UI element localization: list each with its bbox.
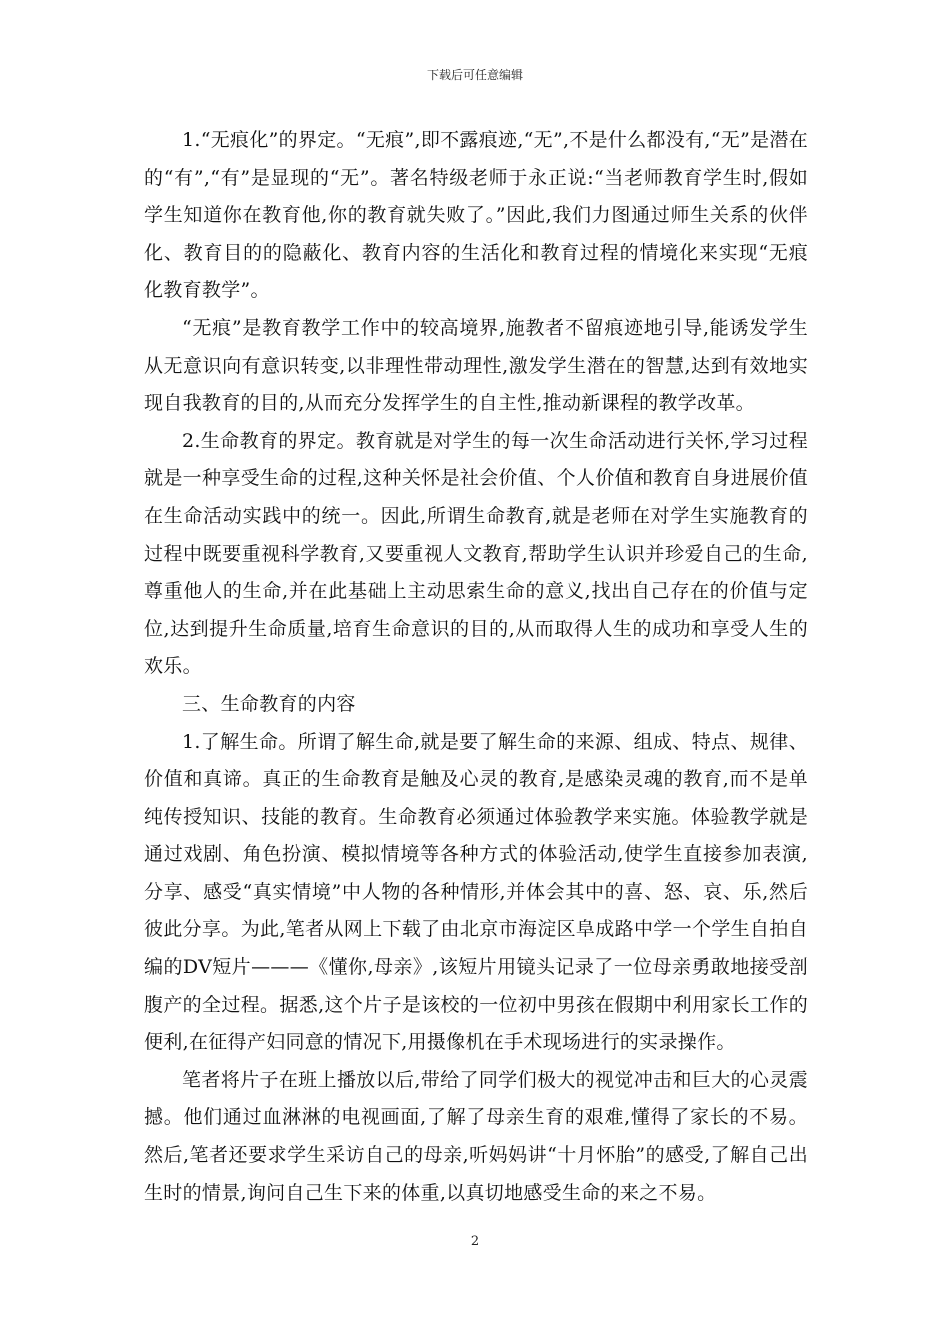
paragraph-wuhen-realm: “无痕”是教育教学工作中的较高境界,施教者不留痕迹地引导,能诱发学生从无意识向有意识转变,以非理性带动理性,激发学生潜在的智慧,达到有效地实现自我教育的目的,从而充分发挥学生的自主性,推动新课程的教学改革。 [144, 316, 808, 415]
paragraph-life-education-definition: 2.生命教育的界定。教育就是对学生的每一次生命活动进行关怀,学习过程就是一种享受生命的过程,这种关怀是社会价值、个人价值和教育自身进展价值在生命活动实践中的统一。因此,所谓生命教育,就是老师在对学生实施教育的过程中既要重视科学教育,又要重视人文教育,帮助学生认识并珍爱自己的生命,尊重他人的生命,并在此基础上主动思索生命的意义,找出自己存在的价值与定位,达到提升生命质量,培育生命意识的目的,从而取得人生的成功和享受人生的欢乐。 [144, 429, 808, 678]
page-header: 下载后可任意编辑 [426, 68, 523, 82]
document-body [144, 122, 808, 1212]
section-heading-content: 三、生命教育的内容 [182, 692, 356, 715]
page-number: 2 [470, 1234, 480, 1249]
paragraph-wuhen-definition: 1.“无痕化”的界定。“无痕”,即不露痕迹,“无”,不是什么都没有,“无”是潜在的“有”,“有”是显现的“无”。著名特级老师于永正说:“当老师教育学生时,假如学生知道你在教育他,你的教育就失败了。”因此,我们力图通过师生关系的伙伴化、教育目的的隐蔽化、教育内容的生活化和教育过程的情境化来实现“无痕化教育教学”。 [144, 129, 808, 302]
paragraph-film-impact: 笔者将片子在班上播放以后,带给了同学们极大的视觉冲击和巨大的心灵震撼。他们通过血淋淋的电视画面,了解了母亲生育的艰难,懂得了家长的不易。然后,笔者还要求学生采访自己的母亲,听妈妈讲“十月怀胎”的感受,了解自己出生时的情景,询问自己生下来的体重,以真切地感受生命的来之不易。 [144, 1068, 808, 1204]
paragraph-understand-life: 1.了解生命。所谓了解生命,就是要了解生命的来源、组成、特点、规律、价值和真谛。真正的生命教育是触及心灵的教育,是感染灵魂的教育,而不是单纯传授知识、技能的教育。生命教育必须通过体验教学来实施。体验教学就是通过戏剧、角色扮演、模拟情境等各种方式的体验活动,使学生直接参加表演,分享、感受“真实情境”中人物的各种情形,并体会其中的喜、怒、哀、乐,然后彼此分享。为此,笔者从网上下载了由北京市海淀区阜成路中学一个学生自拍自编的DV短片———《懂你,母亲》,该短片用镜头记录了一位母亲勇敢地接受剖腹产的全过程。据悉,这个片子是该校的一位初中男孩在假期中利用家长工作的便利,在征得产妇同意的情况下,用摄像机在手术现场进行的实录操作。 [144, 730, 808, 1054]
